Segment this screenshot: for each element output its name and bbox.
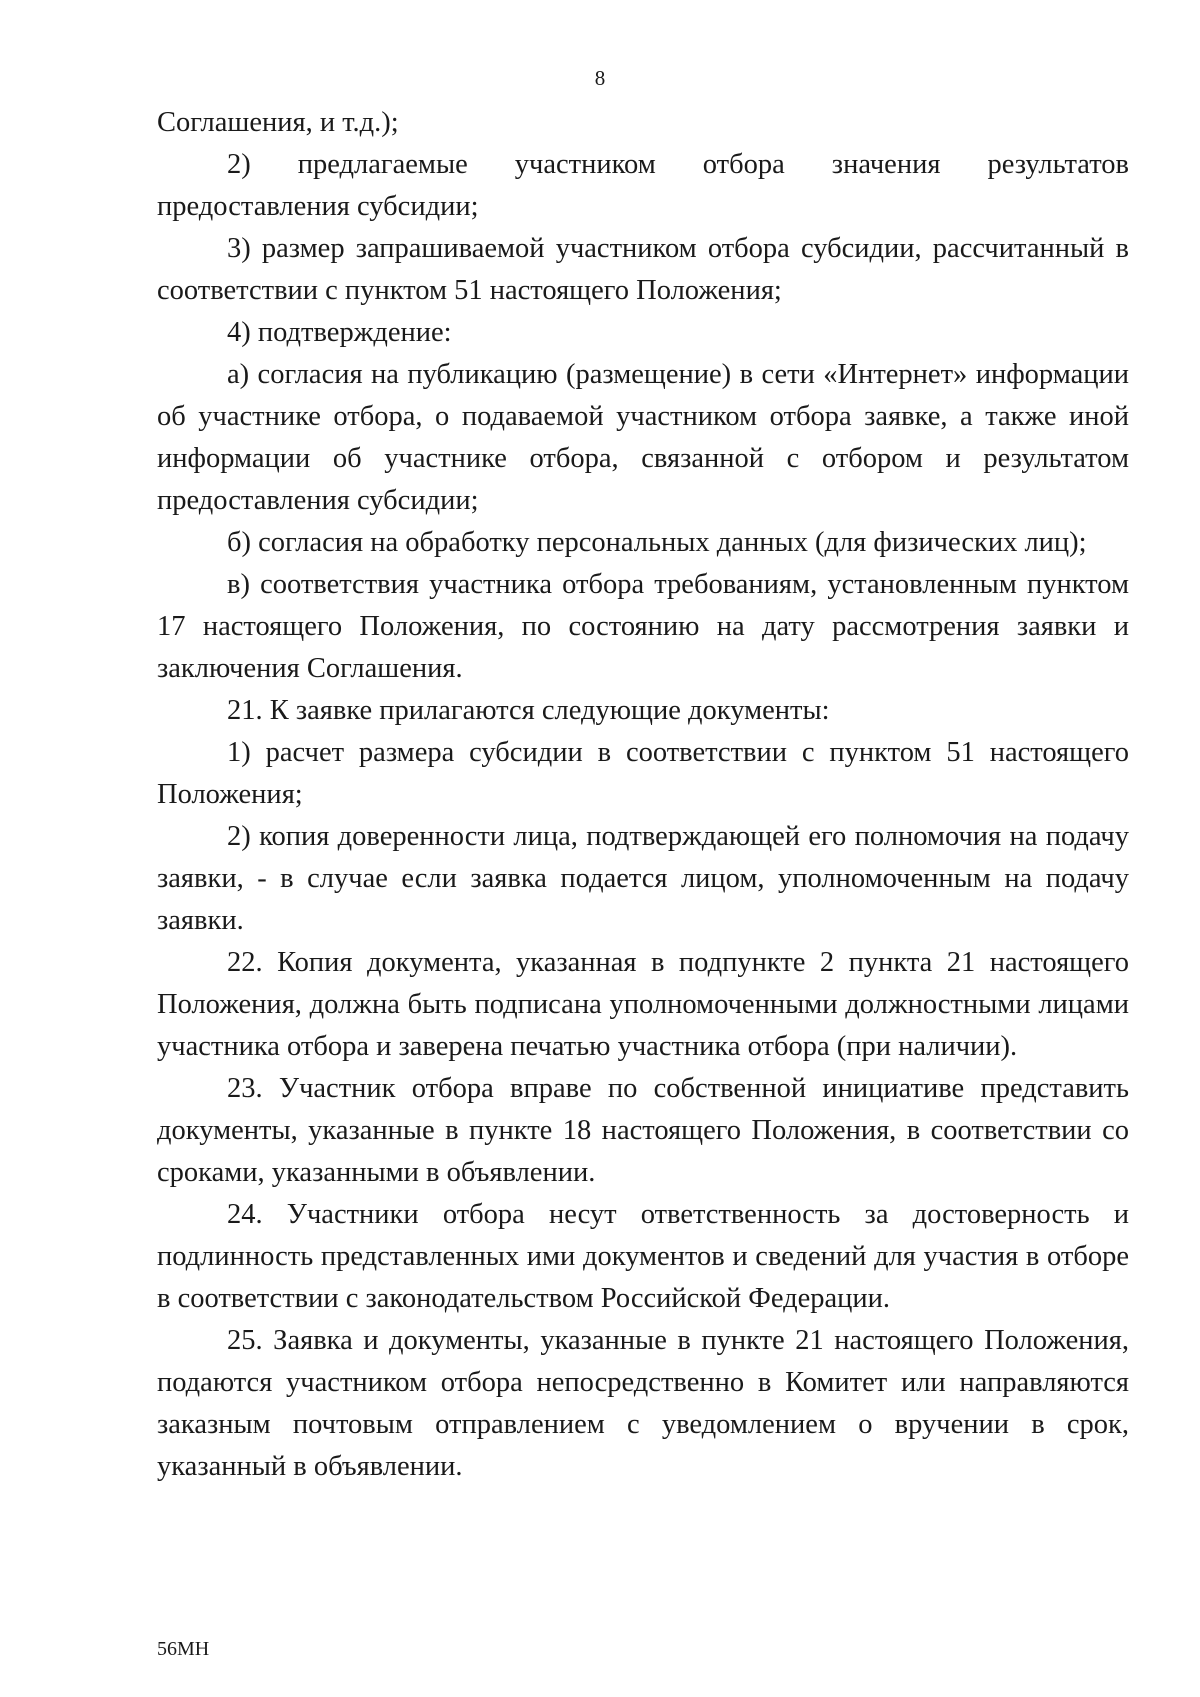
paragraph-21: 21. К заявке прилагаются следующие документы: <box>227 695 830 726</box>
document-code: 56МН <box>157 1638 210 1660</box>
document-body <box>157 102 1129 1488</box>
paragraph-item-3: 3) размер запрашиваемой участником отбора субсидии, рассчитанный в соответствии с пунктом 51 настоящего Положения; <box>157 233 1129 306</box>
paragraph-item-2: 2) предлагаемые участником отбора значения результатов предоставления субсидии; <box>157 149 1129 222</box>
paragraph-21-item-2: 2) копия доверенности лица, подтверждающей его полномочия на подачу заявки, - в случае если заявка подается лицом, уполномоченным на подачу заявки. <box>157 821 1129 936</box>
paragraph-23: 23. Участник отбора вправе по собственной инициативе представить документы, указанные в пункте 18 настоящего Положения, в соответствии со сроками, указанными в объявлении. <box>157 1073 1129 1188</box>
paragraph-24: 24. Участники отбора несут ответственность за достоверность и подлинность представленных ими документов и сведений для участия в отборе в соответствии с законодательством Российской Федерации. <box>157 1199 1129 1314</box>
paragraph-subitem-v: в) соответствия участника отбора требованиям, установленным пунктом 17 настоящего Положения, по состоянию на дату рассмотрения заявки и заключения Соглашения. <box>157 569 1129 684</box>
paragraph-continuation: Соглашения, и т.д.); <box>157 107 399 138</box>
paragraph-item-4: 4) подтверждение: <box>227 317 452 348</box>
paragraph-21-item-1: 1) расчет размера субсидии в соответствии с пунктом 51 настоящего Положения; <box>157 737 1129 810</box>
page-number: 8 <box>594 66 606 90</box>
paragraph-22: 22. Копия документа, указанная в подпункте 2 пункта 21 настоящего Положения, должна быть подписана уполномоченными должностными лицами участника отбора и заверена печатью участника отбора (при наличии). <box>157 947 1129 1062</box>
paragraph-subitem-a: а) согласия на публикацию (размещение) в сети «Интернет» информации об участнике отбора, о подаваемой участником отбора заявке, а также иной информации об участнике отбора, связанной с отбором и результатом предоставления субсидии; <box>157 359 1129 516</box>
paragraph-25: 25. Заявка и документы, указанные в пункте 21 настоящего Положения, подаются участником отбора непосредственно в Комитет или направляются заказным почтовым отправлением с уведомлением о вручении в срок, указанный в объявлении. <box>157 1325 1129 1482</box>
paragraph-subitem-b: б) согласия на обработку персональных данных (для физических лиц); <box>227 527 1087 558</box>
